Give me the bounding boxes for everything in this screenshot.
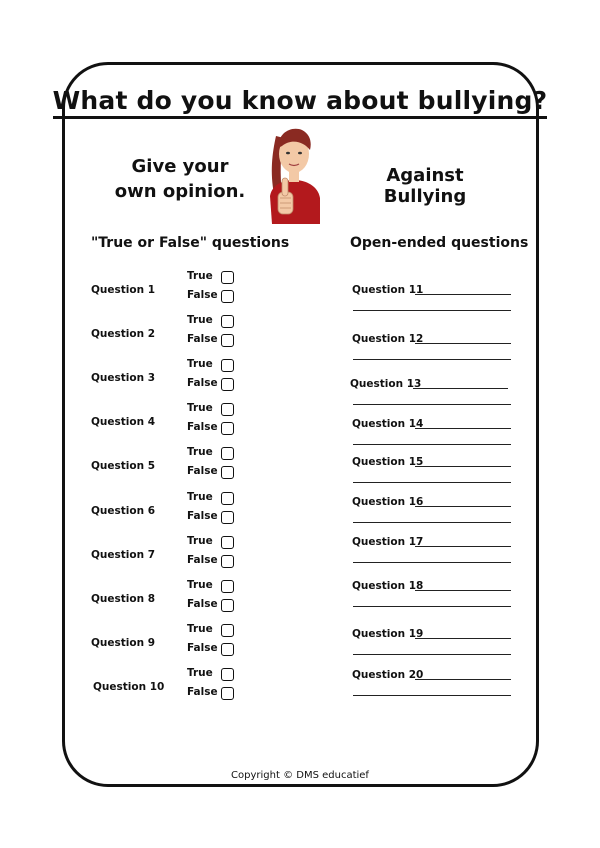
- give-opinion-heading: Give your own opinion.: [114, 156, 246, 202]
- open-question-label: Question 16: [352, 496, 424, 508]
- open-question-label: Question 18: [352, 580, 424, 592]
- answer-line[interactable]: [415, 590, 511, 591]
- true-checkbox[interactable]: [221, 403, 234, 416]
- tf-question-label: Question 2: [91, 328, 156, 341]
- answer-line[interactable]: [415, 638, 511, 639]
- false-checkbox[interactable]: [221, 290, 234, 303]
- tf-question-label: Question 8: [91, 592, 156, 605]
- open-question-label: Question 19: [352, 628, 424, 640]
- answer-line[interactable]: [415, 428, 511, 429]
- answer-line[interactable]: [353, 310, 511, 311]
- open-ended-heading: Open-ended questions: [350, 235, 529, 251]
- answer-line[interactable]: [415, 679, 511, 680]
- answer-line[interactable]: [353, 482, 511, 483]
- copyright-notice: Copyright © DMS educatief: [231, 770, 369, 781]
- true-checkbox[interactable]: [221, 492, 234, 505]
- true-checkbox[interactable]: [221, 315, 234, 328]
- answer-line[interactable]: [353, 404, 511, 405]
- tf-question-label: Question 4: [91, 416, 156, 429]
- false-checkbox[interactable]: [221, 378, 234, 391]
- true-label: True: [187, 666, 213, 679]
- answer-line[interactable]: [413, 388, 508, 389]
- false-checkbox[interactable]: [221, 466, 234, 479]
- true-label: True: [187, 446, 213, 459]
- against-bullying-heading: Against Bullying: [383, 165, 467, 207]
- answer-line[interactable]: [415, 343, 511, 344]
- true-label: True: [187, 534, 213, 547]
- false-checkbox[interactable]: [221, 555, 234, 568]
- true-checkbox[interactable]: [221, 624, 234, 637]
- tf-question-label: Question 1: [91, 284, 156, 296]
- open-question-label: Question 11: [352, 284, 424, 296]
- open-question-label: Question 12: [352, 333, 424, 345]
- true-false-heading: "True or False" questions: [91, 235, 290, 251]
- false-label: False: [187, 509, 218, 522]
- open-question-label: Question 17: [352, 536, 424, 548]
- answer-line[interactable]: [353, 562, 511, 563]
- false-label: False: [187, 597, 218, 610]
- false-checkbox[interactable]: [221, 422, 234, 435]
- true-label: True: [187, 622, 213, 635]
- true-label: True: [187, 314, 213, 327]
- true-label: True: [187, 402, 213, 415]
- true-checkbox[interactable]: [221, 536, 234, 549]
- tf-question-label: Question 7: [91, 548, 156, 561]
- true-label: True: [187, 490, 213, 503]
- open-question-label: Question 14: [352, 418, 424, 430]
- true-checkbox[interactable]: [221, 580, 234, 593]
- tf-question-label: Question 3: [91, 372, 156, 385]
- tf-question-label: Question 5: [91, 460, 156, 473]
- false-label: False: [187, 465, 218, 478]
- answer-line[interactable]: [415, 466, 511, 467]
- worksheet-title: What do you know about bullying?: [0, 86, 600, 115]
- tf-question-label: Question 10: [93, 680, 165, 693]
- false-label: False: [187, 421, 218, 434]
- open-question-label: Question 15: [352, 456, 424, 468]
- answer-line[interactable]: [353, 359, 511, 360]
- girl-thumbs-up-illustration: [258, 124, 328, 230]
- true-label: True: [187, 358, 213, 371]
- false-checkbox[interactable]: [221, 511, 234, 524]
- tf-question-label: Question 6: [91, 504, 156, 517]
- true-label: True: [187, 578, 213, 591]
- tf-question-label: Question 9: [91, 636, 156, 649]
- answer-line[interactable]: [353, 654, 511, 655]
- answer-line[interactable]: [415, 546, 511, 547]
- true-checkbox[interactable]: [221, 359, 234, 372]
- answer-line[interactable]: [353, 695, 511, 696]
- true-checkbox[interactable]: [221, 447, 234, 460]
- false-label: False: [187, 289, 218, 301]
- false-label: False: [187, 553, 218, 566]
- open-question-label: Question 20: [352, 669, 424, 681]
- false-label: False: [187, 333, 218, 346]
- false-checkbox[interactable]: [221, 687, 234, 700]
- answer-line[interactable]: [415, 506, 511, 507]
- answer-line[interactable]: [415, 294, 511, 295]
- answer-line[interactable]: [353, 444, 511, 445]
- false-checkbox[interactable]: [221, 643, 234, 656]
- false-label: False: [187, 641, 218, 654]
- true-checkbox[interactable]: [221, 271, 234, 284]
- answer-line[interactable]: [353, 522, 511, 523]
- true-label: True: [187, 270, 213, 282]
- true-checkbox[interactable]: [221, 668, 234, 681]
- false-checkbox[interactable]: [221, 334, 234, 347]
- answer-line[interactable]: [353, 606, 511, 607]
- false-label: False: [187, 377, 218, 390]
- false-checkbox[interactable]: [221, 599, 234, 612]
- false-label: False: [187, 685, 218, 698]
- open-question-label: Question 13: [350, 378, 422, 390]
